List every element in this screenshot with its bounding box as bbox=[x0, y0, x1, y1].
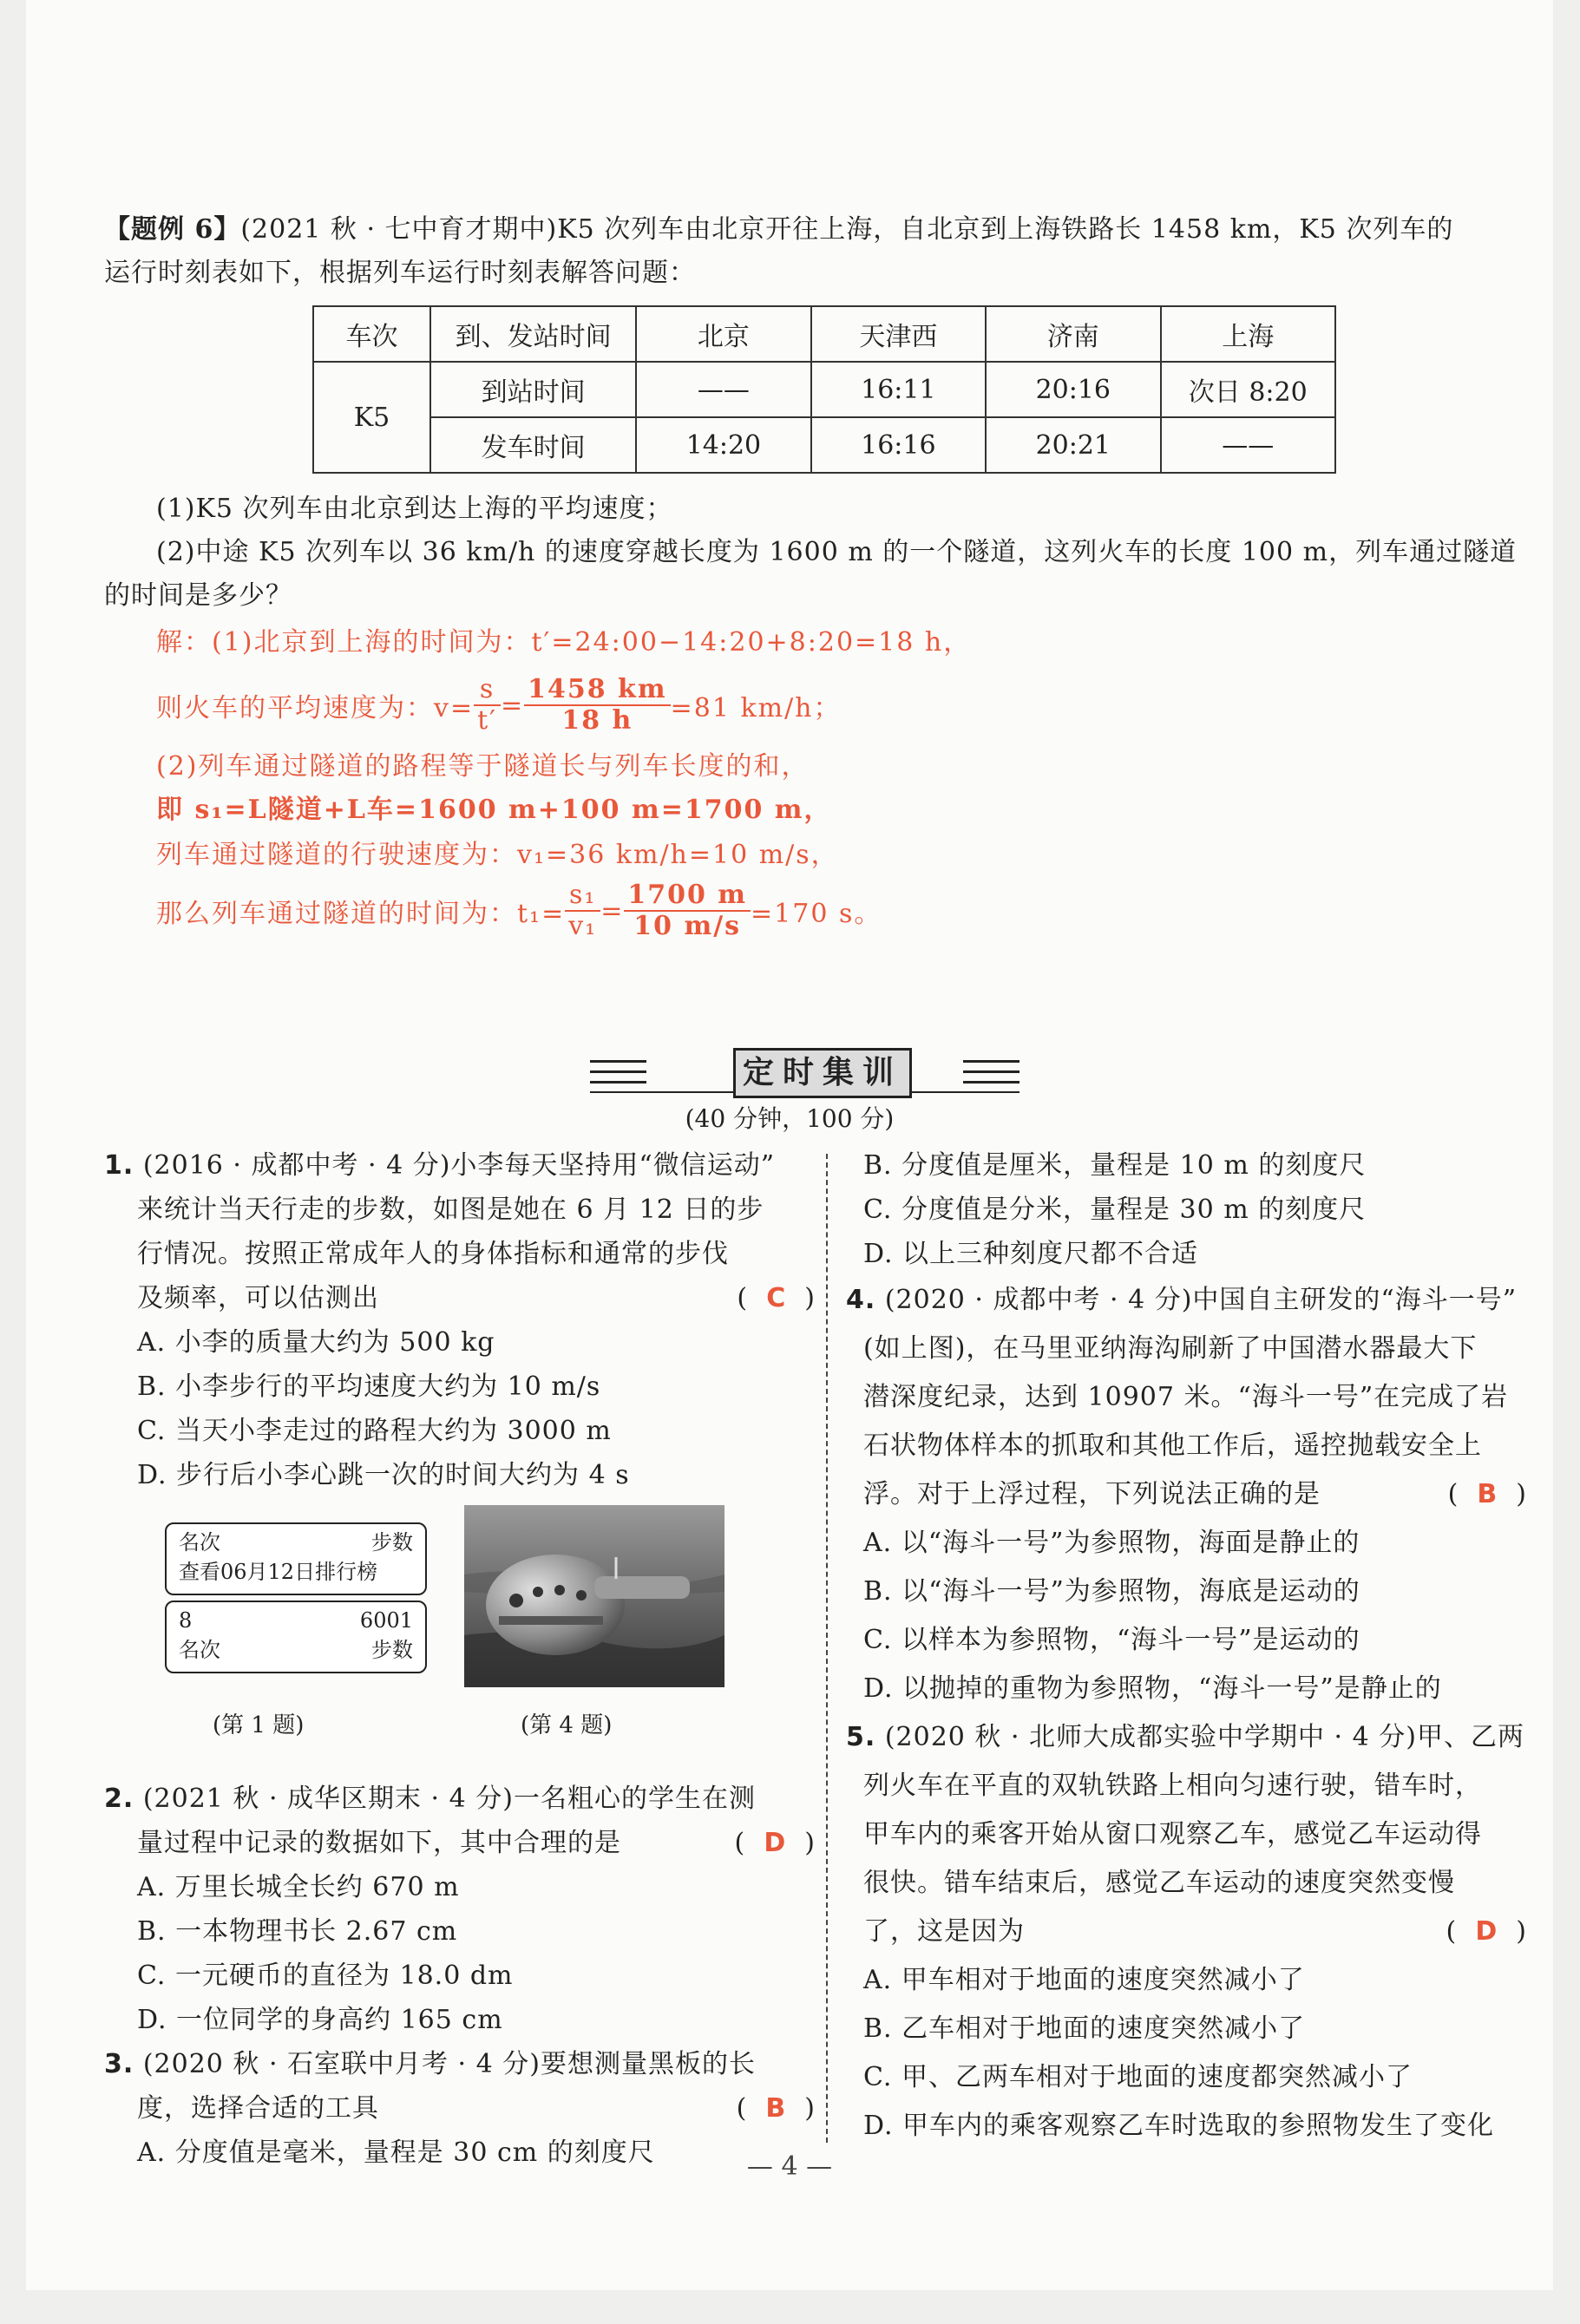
solution-line-1: 解：(1)北京到上海的时间为：t′=24:00−14:20+8:20=18 h， bbox=[156, 627, 972, 658]
solution-line-2 bbox=[156, 675, 842, 736]
example-question-2b: 的时间是多少？ bbox=[104, 580, 292, 611]
solution-text: =170 s。 bbox=[751, 899, 882, 929]
question-text: 潜深度纪录，达到 10907 米。“海斗一号”在完成了岩 bbox=[863, 1382, 1509, 1412]
question-stem-last bbox=[846, 1470, 1527, 1519]
question-text: (如上图)，在马里亚纳海沟刷新了中国潜水器最大下 bbox=[863, 1333, 1478, 1364]
option-c: C. 一元硬币的直径为 18.0 dm bbox=[137, 1961, 514, 1991]
fraction bbox=[624, 882, 751, 939]
question-stem-last bbox=[846, 1908, 1527, 1956]
header-baseline bbox=[907, 1091, 1019, 1093]
option-a: A. 万里长城全长约 670 m bbox=[137, 1872, 460, 1902]
fraction-numerator: 1458 km bbox=[524, 677, 670, 706]
section-title: 定时集训 bbox=[733, 1048, 912, 1098]
option-d: D. 一位同学的身高约 165 cm bbox=[137, 2005, 503, 2035]
right-column bbox=[846, 1143, 1527, 2151]
left-column-lower bbox=[104, 1777, 816, 2175]
example-intro-line1 bbox=[104, 208, 1536, 252]
steps-label: 步数 bbox=[371, 1530, 413, 1555]
table-cell: —— bbox=[1161, 417, 1335, 473]
option-d: D. 以抛掉的重物为参照物，“海斗一号”是静止的 bbox=[863, 1673, 1442, 1704]
solution-line-5: 列车通过隧道的行驶速度为：v₁=36 km/h=10 m/s， bbox=[156, 840, 839, 870]
option-a: A. 甲车相对于地面的速度突然减小了 bbox=[863, 1965, 1305, 1995]
table-header-cell: 天津西 bbox=[811, 306, 986, 362]
figure-caption-1: (第 1 题) bbox=[213, 1712, 305, 1738]
option-d: D. 以上三种刻度尺都不合适 bbox=[863, 1239, 1199, 1269]
question-number: 2. bbox=[104, 1784, 134, 1814]
question-text: 度，选择合适的工具 bbox=[137, 2093, 379, 2124]
answer-letter: D bbox=[764, 1828, 787, 1858]
question-4 bbox=[846, 1276, 1527, 1713]
table-header-cell: 北京 bbox=[636, 306, 810, 362]
table-cell: 到站时间 bbox=[430, 362, 636, 417]
fraction bbox=[565, 882, 600, 939]
fraction-numerator: s₁ bbox=[565, 882, 600, 912]
submersible-photo bbox=[464, 1505, 724, 1687]
table-cell: 16:16 bbox=[811, 417, 986, 473]
table-header-row bbox=[313, 306, 1335, 362]
fraction-denominator: v₁ bbox=[568, 911, 598, 941]
table-cell: 14:20 bbox=[636, 417, 810, 473]
ranking-link-text: 查看06月12日排行榜 bbox=[179, 1560, 378, 1584]
rank-label: 名次 bbox=[179, 1638, 220, 1662]
fraction-denominator: 10 m/s bbox=[633, 911, 742, 941]
question-stem-last bbox=[104, 2086, 816, 2131]
option-a: A. 分度值是毫米，量程是 30 cm 的刻度尺 bbox=[137, 2137, 655, 2168]
question-2 bbox=[104, 1777, 816, 2042]
question-text: 很快。错车结束后，感觉乙车运动的速度突然变慢 bbox=[863, 1868, 1455, 1898]
question-text: (2020 · 成都中考 · 4 分)中国自主研发的“海斗一号” bbox=[884, 1285, 1518, 1315]
option-c: C. 甲、乙两车相对于地面的速度都突然减小了 bbox=[863, 2062, 1413, 2092]
example-source: (2021 秋 · 七中育才期中) bbox=[240, 214, 558, 245]
page bbox=[26, 0, 1553, 2290]
table-cell: 发车时间 bbox=[430, 417, 636, 473]
answer-bracket: ( B ) bbox=[1447, 1479, 1527, 1509]
question-1 bbox=[104, 1143, 816, 1497]
answer-bracket: ( D ) bbox=[734, 1828, 816, 1858]
table-cell: 次日 8:20 bbox=[1161, 362, 1335, 417]
section-subtitle: (40 分钟，100 分) bbox=[685, 1104, 895, 1133]
option-c: C. 分度值是分米，量程是 30 m 的刻度尺 bbox=[863, 1195, 1367, 1225]
question-stem-last bbox=[104, 1276, 816, 1320]
question-text: 来统计当天行走的步数，如图是她在 6 月 12 日的步 bbox=[137, 1195, 764, 1225]
question-3-continued bbox=[846, 1143, 1527, 1276]
option-a: A. 小李的质量大约为 500 kg bbox=[137, 1327, 495, 1358]
option-c: C. 当天小李走过的路程大约为 3000 m bbox=[137, 1416, 612, 1446]
example-intro-line2: 运行时刻表如下，根据列车运行时刻表解答问题： bbox=[104, 258, 696, 288]
fraction-numerator: 1700 m bbox=[624, 882, 751, 912]
option-a: A. 以“海斗一号”为参照物，海面是静止的 bbox=[863, 1528, 1360, 1558]
table-cell: 20:16 bbox=[986, 362, 1160, 417]
example-tag: 【题例 6】 bbox=[104, 214, 241, 245]
option-b: B. 乙车相对于地面的速度突然减小了 bbox=[863, 2013, 1306, 2044]
submersible-image bbox=[464, 1505, 724, 1687]
option-c: C. 以样本为参照物，“海斗一号”是运动的 bbox=[863, 1625, 1360, 1655]
fraction-numerator: s bbox=[474, 677, 501, 706]
question-text: (2021 秋 · 成华区期末 · 4 分)一名粗心的学生在测 bbox=[142, 1784, 756, 1814]
table-header-cell: 车次 bbox=[313, 306, 430, 362]
table-cell: 20:21 bbox=[986, 417, 1160, 473]
header-rule bbox=[963, 1070, 1019, 1073]
question-stem-last bbox=[104, 1821, 816, 1865]
answer-letter: B bbox=[765, 2093, 787, 2124]
example-text-1: K5 次列车由北京开往上海，自北京到上海铁路长 1458 km，K5 次列车的 bbox=[557, 214, 1454, 245]
left-column bbox=[104, 1143, 816, 1497]
fraction-denominator: 18 h bbox=[561, 705, 633, 736]
example-question-1: (1)K5 次列车由北京到达上海的平均速度； bbox=[156, 494, 673, 524]
question-text: (2016 · 成都中考 · 4 分)小李每天坚持用“微信运动” bbox=[142, 1150, 776, 1181]
step-ranking-header bbox=[165, 1522, 427, 1595]
answer-bracket: ( D ) bbox=[1446, 1916, 1527, 1947]
equals-sign: = bbox=[500, 690, 525, 721]
answer-letter: B bbox=[1477, 1479, 1498, 1509]
timetable bbox=[312, 305, 1336, 474]
header-rule bbox=[590, 1060, 646, 1063]
question-text: 行情况。按照正常成年人的身体指标和通常的步伐 bbox=[137, 1239, 729, 1269]
header-rule bbox=[590, 1070, 646, 1073]
option-b: B. 以“海斗一号”为参照物，海底是运动的 bbox=[863, 1576, 1360, 1607]
question-text: 甲车内的乘客开始从窗口观察乙车，感觉乙车运动得 bbox=[863, 1819, 1482, 1849]
table-header-cell: 济南 bbox=[986, 306, 1160, 362]
question-text: 列火车在平直的双轨铁路上相向匀速行驶，错车时， bbox=[863, 1771, 1482, 1801]
solution-text: =81 km/h； bbox=[670, 693, 842, 723]
answer-letter: D bbox=[1475, 1916, 1498, 1947]
question-text: 及频率，可以估测出 bbox=[137, 1283, 379, 1313]
question-text: (2020 秋 · 石室联中月考 · 4 分)要想测量黑板的长 bbox=[142, 2049, 756, 2079]
table-cell: —— bbox=[636, 362, 810, 417]
example-question-2a: (2)中途 K5 次列车以 36 km/h 的速度穿越长度为 1600 m 的一个隧道，这列火车的长度 100 m，列车通过隧道 bbox=[156, 537, 1518, 567]
solution-line-6 bbox=[156, 881, 882, 941]
fraction-denominator: t′ bbox=[477, 705, 497, 736]
option-b: B. 分度值是厘米，量程是 10 m 的刻度尺 bbox=[863, 1150, 1367, 1181]
question-5 bbox=[846, 1713, 1527, 2151]
steps-value: 6001 bbox=[359, 1608, 413, 1633]
table-cell: 16:11 bbox=[811, 362, 986, 417]
question-text: 石状物体样本的抓取和其他工作后，遥控抛载安全上 bbox=[863, 1430, 1482, 1461]
fraction bbox=[474, 674, 501, 736]
rank-label: 名次 bbox=[179, 1530, 220, 1555]
header-rule bbox=[590, 1081, 646, 1083]
table-row bbox=[313, 362, 1335, 417]
answer-bracket: ( B ) bbox=[736, 2093, 816, 2124]
answer-bracket: ( C ) bbox=[737, 1283, 816, 1313]
figure-caption-4: (第 4 题) bbox=[521, 1712, 613, 1738]
question-text: 量过程中记录的数据如下，其中合理的是 bbox=[137, 1828, 621, 1858]
steps-label: 步数 bbox=[371, 1638, 413, 1662]
table-row bbox=[313, 417, 1335, 473]
header-rule bbox=[963, 1060, 1019, 1063]
column-divider bbox=[826, 1154, 828, 2143]
question-number: 4. bbox=[846, 1285, 876, 1315]
solution-line-3: (2)列车通过隧道的路程等于隧道长与列车长度的和， bbox=[156, 751, 810, 782]
option-d: D. 步行后小李心跳一次的时间大约为 4 s bbox=[137, 1460, 630, 1490]
answer-letter: C bbox=[766, 1283, 787, 1313]
rank-value: 8 bbox=[179, 1608, 193, 1633]
option-d: D. 甲车内的乘客观察乙车时选取的参照物发生了变化 bbox=[863, 2111, 1495, 2141]
question-number: 1. bbox=[104, 1150, 134, 1181]
equals-sign: = bbox=[600, 895, 625, 926]
solution-line-4: 即 s₁=L隧道+L车=1600 m+100 m=1700 m， bbox=[156, 795, 832, 825]
train-number-cell: K5 bbox=[313, 362, 430, 473]
question-number: 3. bbox=[104, 2049, 134, 2079]
question-text: 了，这是因为 bbox=[863, 1916, 1025, 1947]
question-text: 浮。对于上浮过程，下列说法正确的是 bbox=[863, 1479, 1321, 1509]
header-rule bbox=[963, 1081, 1019, 1083]
question-number: 5. bbox=[846, 1722, 876, 1752]
page-number: — 4 — bbox=[746, 2151, 833, 2182]
option-b: B. 一本物理书长 2.67 cm bbox=[137, 1916, 458, 1947]
table-header-cell: 上海 bbox=[1161, 306, 1335, 362]
option-b: B. 小李步行的平均速度大约为 10 m/s bbox=[137, 1371, 601, 1402]
fraction bbox=[524, 674, 670, 736]
solution-text: 那么列车通过隧道的时间为：t₁= bbox=[156, 899, 566, 929]
step-ranking-result bbox=[165, 1601, 427, 1673]
question-text: (2020 秋 · 北师大成都实验中学期中 · 4 分)甲、乙两 bbox=[884, 1722, 1524, 1752]
table-header-cell: 到、发站时间 bbox=[430, 306, 636, 362]
solution-text: 则火车的平均速度为：v= bbox=[156, 693, 475, 723]
